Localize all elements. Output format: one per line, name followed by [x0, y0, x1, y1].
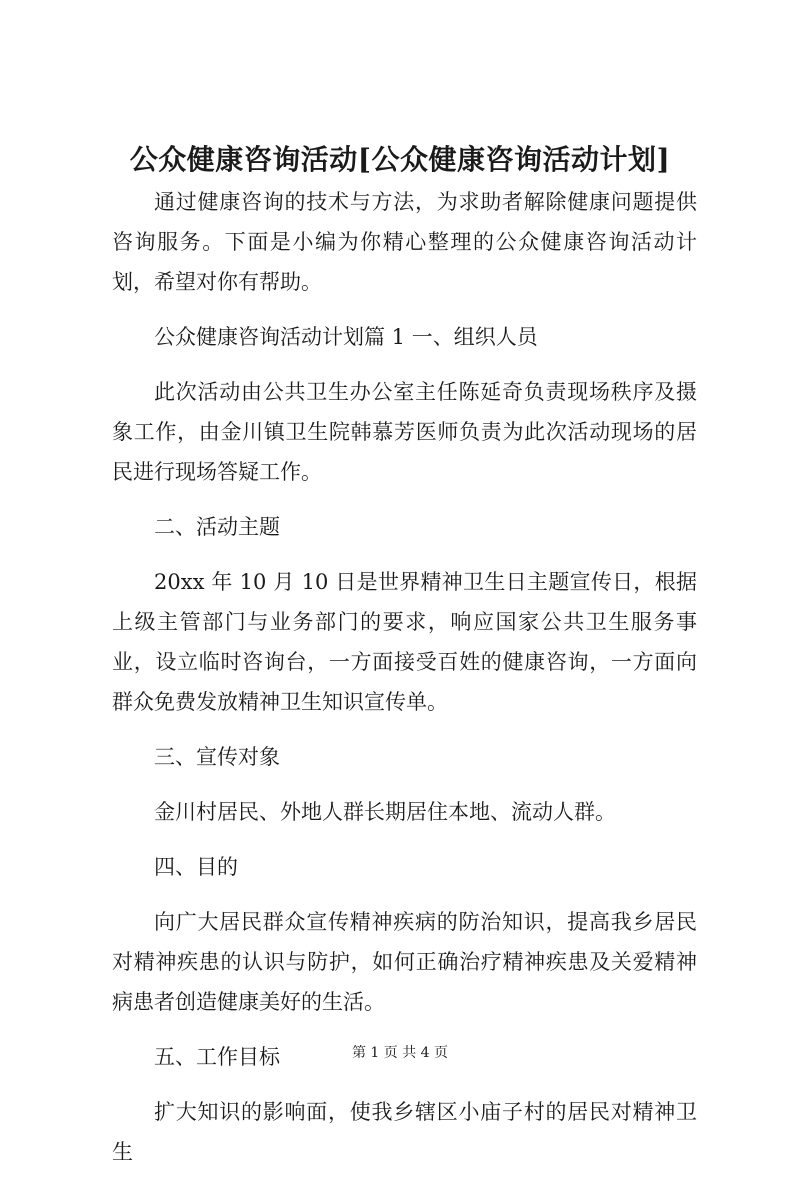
heading-theme: 二、活动主题: [154, 515, 280, 539]
paragraph-audience: 金川村居民、外地人群长期居住本地、流动人群。: [154, 800, 616, 824]
heading-audience: 三、宣传对象: [154, 745, 280, 769]
heading-goals: 五、工作目标: [154, 1045, 280, 1069]
paragraph-theme: 20xx 年 10 月 10 日是世界精神卫生日主题宣传日，根据上级主管部门与业务部门的要求，响应国家公共卫生服务事业，设立临时咨询台，一方面接受百姓的健康咨询，一方面向群众免费发放精神卫生知识宣传单。: [112, 570, 697, 714]
paragraph-plan-heading: 公众健康咨询活动计划篇 1 一、组织人员: [154, 325, 538, 349]
page-number-footer: 第 1 页 共 4 页: [351, 1045, 449, 1061]
heading-purpose: 四、目的: [154, 855, 238, 879]
paragraph-intro: 通过健康咨询的技术与方法，为求助者解除健康问题提供咨询服务。下面是小编为你精心整理的公众健康咨询活动计划，希望对你有帮助。: [112, 190, 697, 294]
paragraph-purpose: 向广大居民群众宣传精神疾病的防治知识，提高我乡居民对精神疾患的认识与防护，如何正确治疗精神疾患及关爱精神病患者创造健康美好的生活。: [112, 910, 697, 1014]
document-title: 公众健康咨询活动[公众健康咨询活动计划]: [129, 143, 671, 176]
document-body: [112, 182, 697, 1187]
paragraph-organization: 此次活动由公共卫生办公室主任陈延奇负责现场秩序及摄象工作，由金川镇卫生院韩慕芳医师负责为此次活动现场的居民进行现场答疑工作。: [112, 380, 697, 484]
paragraph-goals: 扩大知识的影响面，使我乡辖区小庙子村的居民对精神卫生: [112, 1100, 697, 1164]
